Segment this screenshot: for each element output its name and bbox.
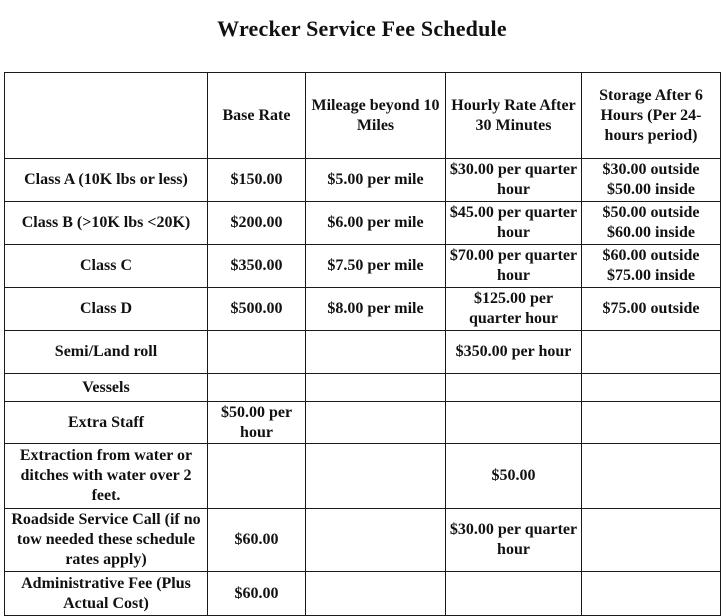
row-label: Extra Staff <box>5 402 208 444</box>
base-rate-cell <box>208 374 306 402</box>
storage-cell: $75.00 outside <box>582 288 721 331</box>
hourly-rate-cell: $70.00 per quarter hour <box>446 245 582 288</box>
base-rate-cell: $60.00 <box>208 572 306 616</box>
hourly-rate-cell <box>446 374 582 402</box>
hourly-rate-cell: $350.00 per hour <box>446 331 582 374</box>
header-hourly-rate: Hourly Rate After 30 Minutes <box>446 73 582 159</box>
row-label: Roadside Service Call (if no tow needed these schedule rates apply) <box>5 509 208 572</box>
hourly-rate-cell: $50.00 <box>446 444 582 509</box>
table-row <box>5 288 721 331</box>
mileage-cell <box>306 572 446 616</box>
base-rate-cell: $200.00 <box>208 202 306 245</box>
hourly-rate-cell: $30.00 per quarter hour <box>446 159 582 202</box>
base-rate-cell: $350.00 <box>208 245 306 288</box>
table-row <box>5 159 721 202</box>
table-row <box>5 444 721 509</box>
table-row <box>5 572 721 616</box>
row-label: Vessels <box>5 374 208 402</box>
table-row <box>5 331 721 374</box>
hourly-rate-cell <box>446 572 582 616</box>
table-row <box>5 402 721 444</box>
mileage-cell: $8.00 per mile <box>306 288 446 331</box>
header-base-rate: Base Rate <box>208 73 306 159</box>
fee-schedule-table <box>4 72 721 616</box>
row-label: Class B (>10K lbs <20K) <box>5 202 208 245</box>
base-rate-cell <box>208 331 306 374</box>
hourly-rate-cell: $45.00 per quarter hour <box>446 202 582 245</box>
base-rate-cell <box>208 444 306 509</box>
base-rate-cell: $50.00 per hour <box>208 402 306 444</box>
mileage-cell: $6.00 per mile <box>306 202 446 245</box>
mileage-cell <box>306 402 446 444</box>
table-row <box>5 202 721 245</box>
header-mileage: Mileage beyond 10 Miles <box>306 73 446 159</box>
storage-cell <box>582 444 721 509</box>
storage-cell <box>582 402 721 444</box>
hourly-rate-cell: $125.00 per quarter hour <box>446 288 582 331</box>
storage-cell <box>582 331 721 374</box>
base-rate-cell: $500.00 <box>208 288 306 331</box>
mileage-cell <box>306 444 446 509</box>
header-storage: Storage After 6 Hours (Per 24-hours period) <box>582 73 721 159</box>
table-row <box>5 245 721 288</box>
mileage-cell <box>306 374 446 402</box>
storage-cell: $50.00 outside $60.00 inside <box>582 202 721 245</box>
row-label: Class A (10K lbs or less) <box>5 159 208 202</box>
storage-cell <box>582 374 721 402</box>
base-rate-cell: $60.00 <box>208 509 306 572</box>
storage-cell: $30.00 outside $50.00 inside <box>582 159 721 202</box>
storage-cell: $60.00 outside $75.00 inside <box>582 245 721 288</box>
document-title: Wrecker Service Fee Schedule <box>217 16 507 41</box>
row-label: Administrative Fee (Plus Actual Cost) <box>5 572 208 616</box>
hourly-rate-cell <box>446 402 582 444</box>
base-rate-cell: $150.00 <box>208 159 306 202</box>
table-row <box>5 509 721 572</box>
hourly-rate-cell: $30.00 per quarter hour <box>446 509 582 572</box>
row-label: Extraction from water or ditches with water over 2 feet. <box>5 444 208 509</box>
mileage-cell <box>306 331 446 374</box>
header-cell-empty <box>5 73 208 159</box>
row-label: Class D <box>5 288 208 331</box>
table-header-row <box>5 73 721 159</box>
storage-cell <box>582 572 721 616</box>
row-label: Semi/Land roll <box>5 331 208 374</box>
storage-cell <box>582 509 721 572</box>
mileage-cell: $5.00 per mile <box>306 159 446 202</box>
mileage-cell <box>306 509 446 572</box>
table-row <box>5 374 721 402</box>
row-label: Class C <box>5 245 208 288</box>
mileage-cell: $7.50 per mile <box>306 245 446 288</box>
